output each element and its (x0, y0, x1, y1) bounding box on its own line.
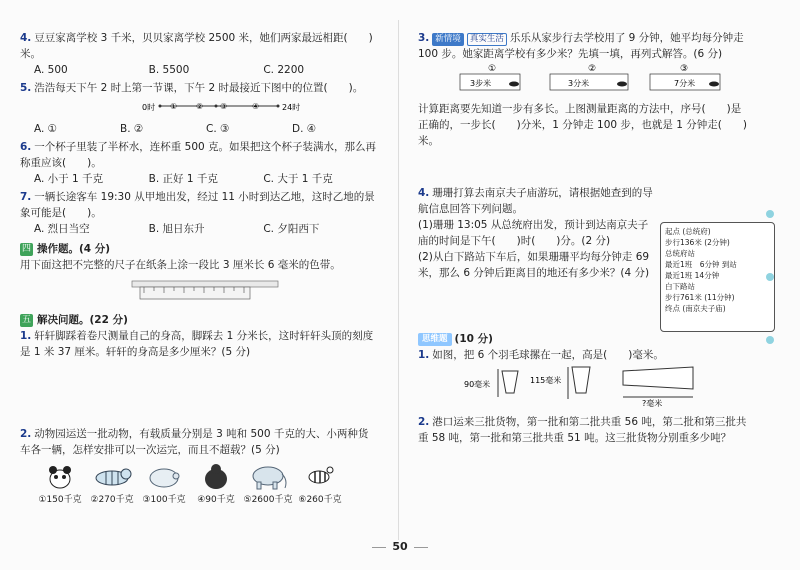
animal-pig (138, 462, 190, 508)
question-number: 1. (20, 330, 32, 342)
problem-3 (418, 30, 748, 183)
binding-dot (766, 210, 774, 218)
animal-weight: ④90千克 (197, 495, 235, 505)
section-number: 四 (21, 243, 31, 254)
animal-weight: ③100千克 (142, 495, 186, 505)
question-text: 港口运来三批货物，第一批和第二批共重 56 吨，第二批和第三批共重 58 吨，第一批和第三批共重 51 吨。这三批货物分别重多少吨？ (418, 416, 747, 444)
question-number: 1. (418, 349, 430, 361)
figure-mark: ③ (680, 64, 689, 74)
height-label: 115毫米 (530, 376, 562, 385)
option: A. 500 (34, 64, 68, 76)
problem-4 (418, 185, 658, 281)
section-title: 操作题。(4 分) (37, 243, 111, 255)
animal-weight: ⑥260千克 (298, 495, 342, 505)
option: B. 5500 (148, 64, 190, 76)
section-4-text: 用下面这把不完整的尺子在纸条上涂一段比 3 厘米长 6 毫米的色带。 (20, 259, 341, 271)
axis-mark: ② (196, 102, 204, 111)
axis-tick (159, 105, 162, 108)
section-4-header (20, 241, 378, 257)
figure-mark: ① (488, 64, 497, 74)
question-text: 珊珊打算去南京夫子庙游玩，请根据她查到的导航信息回答下列问题。 (418, 187, 653, 215)
problem-1 (20, 328, 378, 424)
ruler-image (130, 277, 280, 303)
challenge-1 (418, 347, 748, 412)
option: D. ④ (292, 123, 317, 135)
axis-mark: ① (170, 102, 178, 111)
challenge-score: (10 分) (454, 333, 493, 345)
problem-2 (20, 426, 378, 508)
section-5-header (20, 312, 378, 328)
binding-dot (766, 336, 774, 344)
animal-list (20, 462, 378, 508)
binding-dots (766, 210, 774, 399)
question-text: 乐乐从家步行去学校用了 9 分钟，她平均每分钟走 100 步。她家距离学校有多少米？先填一填，再列式解答。(6 分) (418, 32, 744, 60)
question-number: 2. (418, 416, 430, 428)
sub-question-2: (2)从白下路站下车后，如果珊珊平均每分钟走 69 米，那么 6 分钟后距离目的地还有多少米？(4 分) (418, 251, 650, 279)
animal-weight: ②270千克 (90, 495, 134, 505)
options (20, 62, 378, 78)
time-axis (20, 96, 378, 116)
route-step: 最近1班 14分钟 (665, 271, 720, 280)
axis-tick (215, 105, 218, 108)
options (20, 171, 378, 187)
shuttlecock-figure (418, 363, 748, 407)
animal-tiger (86, 462, 138, 508)
question-5 (20, 80, 378, 137)
axis-mark: ④ (252, 102, 260, 111)
sub-question-1: (1)珊珊 13:05 从总统府出发，预计到达南京夫子庙的时间是下午( )时( )分。(2 分) (418, 219, 649, 247)
question-number: 6. (20, 141, 32, 153)
challenge-2 (418, 414, 748, 446)
navigation-route-card (660, 222, 775, 332)
real-life-tag: 真实生活 (467, 33, 507, 46)
axis-tick (277, 105, 280, 108)
route-step: 起点 (总统府) (665, 227, 711, 236)
axis-end-label: 24时 (282, 103, 301, 112)
options (20, 221, 378, 237)
animal-zebra (294, 462, 346, 508)
question-6 (20, 139, 378, 187)
option: A. ① (34, 123, 58, 135)
option: B. ② (120, 123, 144, 135)
options (20, 121, 378, 137)
question-number: 3. (418, 32, 430, 44)
route-step: 白下路站 (665, 282, 695, 291)
option: C. 大于 1 千克 (263, 173, 333, 185)
step-measure-figure (418, 62, 748, 96)
question-text: 一辆长途客车 19:30 从甲地出发，经过 11 小时到达乙地，这时乙地的景象可能是( )。 (20, 191, 375, 219)
option: C. ③ (206, 123, 230, 135)
height-label: ?毫米 (642, 399, 663, 407)
question-number: 5. (20, 82, 32, 94)
question-text: 豆豆家离学校 3 千米，贝贝家离学校 2500 米，她们两家最远相距( )米。 (20, 32, 373, 60)
section-title: 解决问题。(22 分) (37, 314, 128, 326)
animal-elephant (242, 462, 294, 508)
question-number: 4. (20, 32, 32, 44)
height-label: 90毫米 (464, 380, 491, 389)
binding-dot (766, 273, 774, 281)
figure-label: 3分米 (568, 79, 590, 88)
option: A. 小于 1 千克 (34, 173, 104, 185)
challenge-badge: 思维题 (418, 333, 452, 346)
question-7 (20, 189, 378, 237)
figure-label: 7分米 (674, 79, 696, 88)
figure-mark: ② (588, 64, 597, 74)
animal-weight: ⑤2600千克 (243, 495, 293, 505)
route-step: 最近1班 6分钟 到站 (665, 260, 737, 269)
question-text: 轩轩脚踩着卷尺测量自己的身高，脚踩去 1 分米长，这时轩轩头顶的刻度是 1 米 37 厘米。轩轩的身高是多少厘米？(5 分) (20, 330, 374, 358)
animal-gorilla (190, 462, 242, 508)
question-text: 一个杯子里装了半杯水，连杯重 500 克。如果把这个杯子装满水，那么再称重应该( )。 (20, 141, 377, 169)
route-step: 步行761米 (11分钟) (665, 293, 735, 302)
page-number: 50 (0, 540, 800, 553)
challenge-header (418, 331, 748, 347)
left-column (20, 30, 378, 510)
axis-mark: ③ (220, 102, 228, 111)
question-number: 4. (418, 187, 430, 199)
page-divider (398, 20, 399, 540)
axis-start-label: 0时 (142, 103, 156, 112)
route-step: 终点 (南京夫子庙) (665, 304, 726, 313)
question-text: 如图，把 6 个羽毛球摞在一起，高是( )毫米。 (432, 349, 664, 361)
option: A. 烈日当空 (34, 223, 90, 235)
question-text: 浩浩每天下午 2 时上第一节课，下午 2 时最接近下图中的位置( )。 (34, 82, 364, 94)
figure-label: 3步米 (470, 79, 492, 88)
question-text: 动物园运送一批动物，有载质量分别是 3 吨和 500 千克的大、小两种货车各一辆，怎样安排可以一次运完，而且不超载？(5 分) (20, 428, 369, 456)
route-step: 步行136米 (2分钟) (665, 238, 730, 247)
route-step: 总统府站 (665, 249, 695, 258)
question-number: 7. (20, 191, 32, 203)
question-text: 计算距离要先知道一步有多长。上图测量距离的方法中，序号( )是正确的，一步长( )分米，1 分钟走 100 步，也就是 1 分钟走( )米。 (418, 103, 747, 147)
option: B. 旭日东升 (148, 223, 205, 235)
new-context-tag: 新情境 (432, 33, 464, 46)
option: C. 夕阳西下 (263, 223, 320, 235)
animal-weight: ①150千克 (38, 495, 82, 505)
animal-panda (34, 462, 86, 508)
question-number: 2. (20, 428, 32, 440)
question-4 (20, 30, 378, 78)
broken-ruler (130, 277, 378, 308)
option: B. 正好 1 千克 (148, 173, 218, 185)
option: C. 2200 (263, 64, 305, 76)
section-number: 五 (21, 314, 31, 325)
